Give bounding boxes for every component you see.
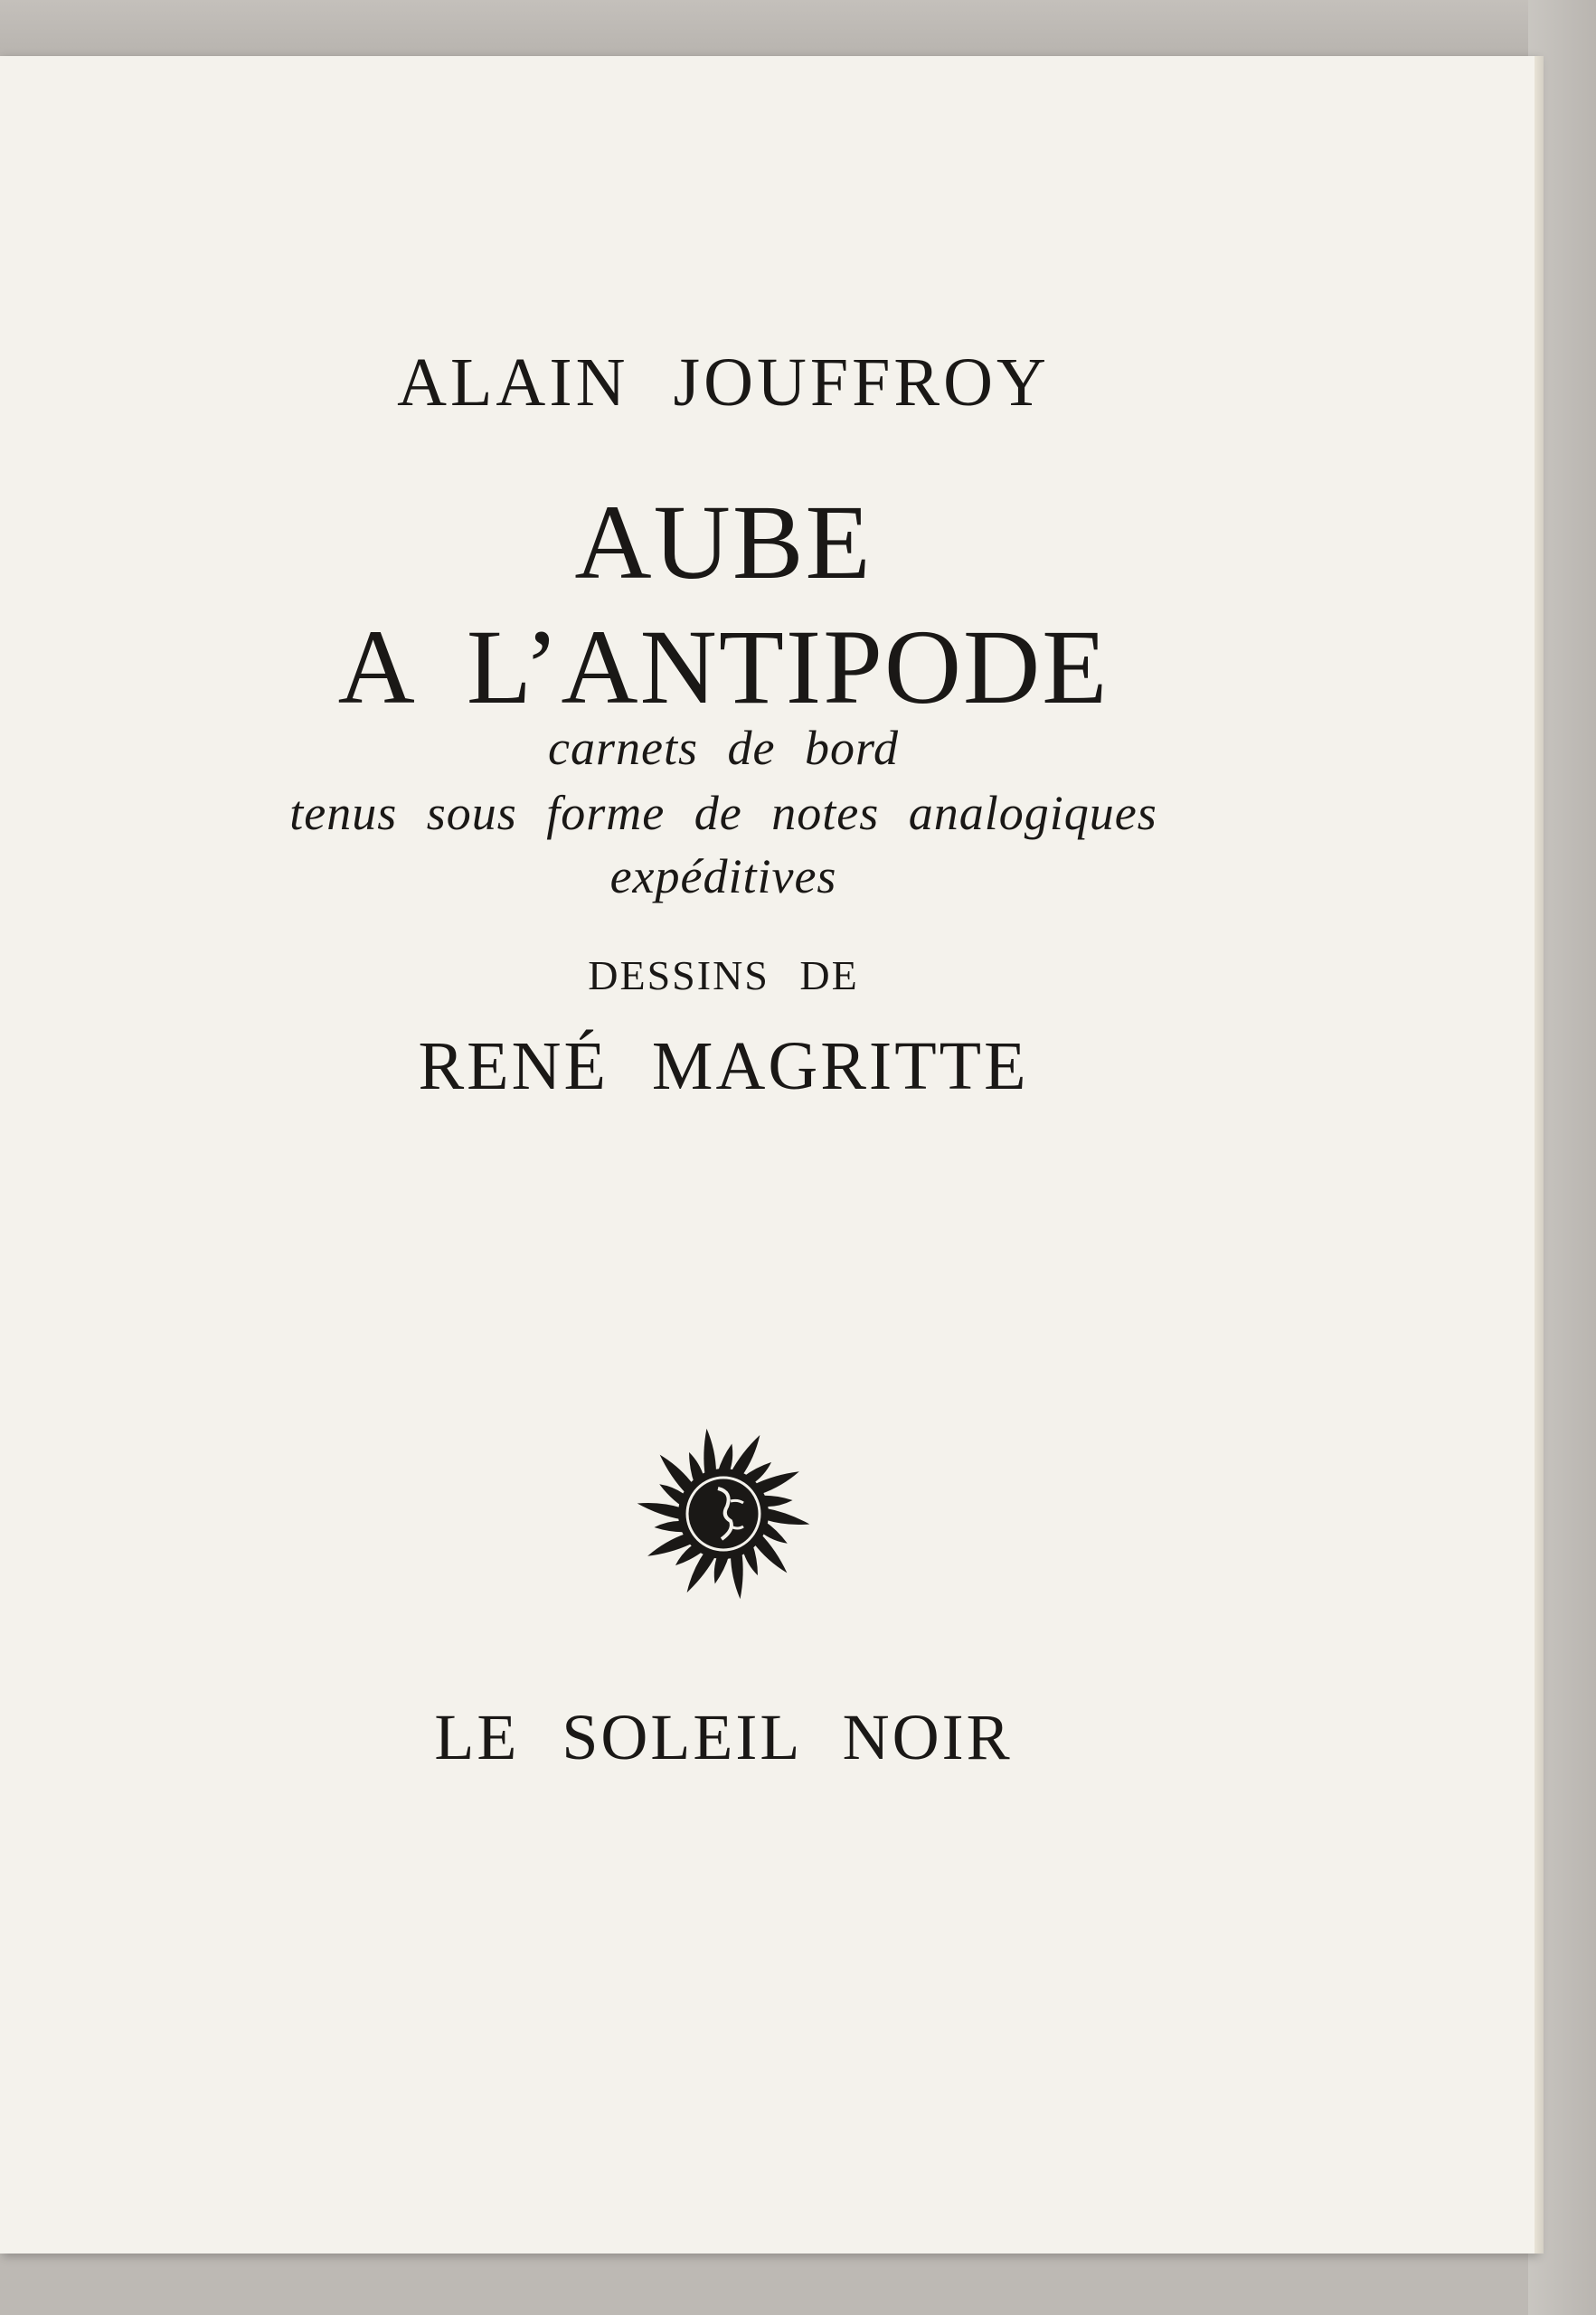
black-sun-icon [633,1423,814,1604]
artist-name: RENÉ MAGRITTE [418,1028,1029,1104]
subtitle-line-2: tenus sous forme de notes analogiques [289,786,1157,840]
book-title-line-2: A L’ANTIPODE [337,608,1110,726]
subtitle-line-1: carnets de bord [548,721,899,775]
sun-ray [718,1444,733,1473]
book-title-line-1: AUBE [574,483,873,601]
title-page [0,56,1536,2254]
sun-ray [731,1551,743,1599]
sun-ray [637,1503,683,1519]
sun-ray [704,1429,716,1477]
author-name: ALAIN JOUFFROY [397,345,1050,420]
sun-ray [765,1508,810,1525]
backdrop-top [0,0,1596,63]
publisher-name: LE SOLEIL NOIR [434,1701,1013,1773]
page-edge [1535,56,1544,2254]
sun-ray [714,1555,730,1584]
drawings-label: DESSINS DE [588,952,859,998]
subtitle-line-3: expéditives [609,849,837,903]
